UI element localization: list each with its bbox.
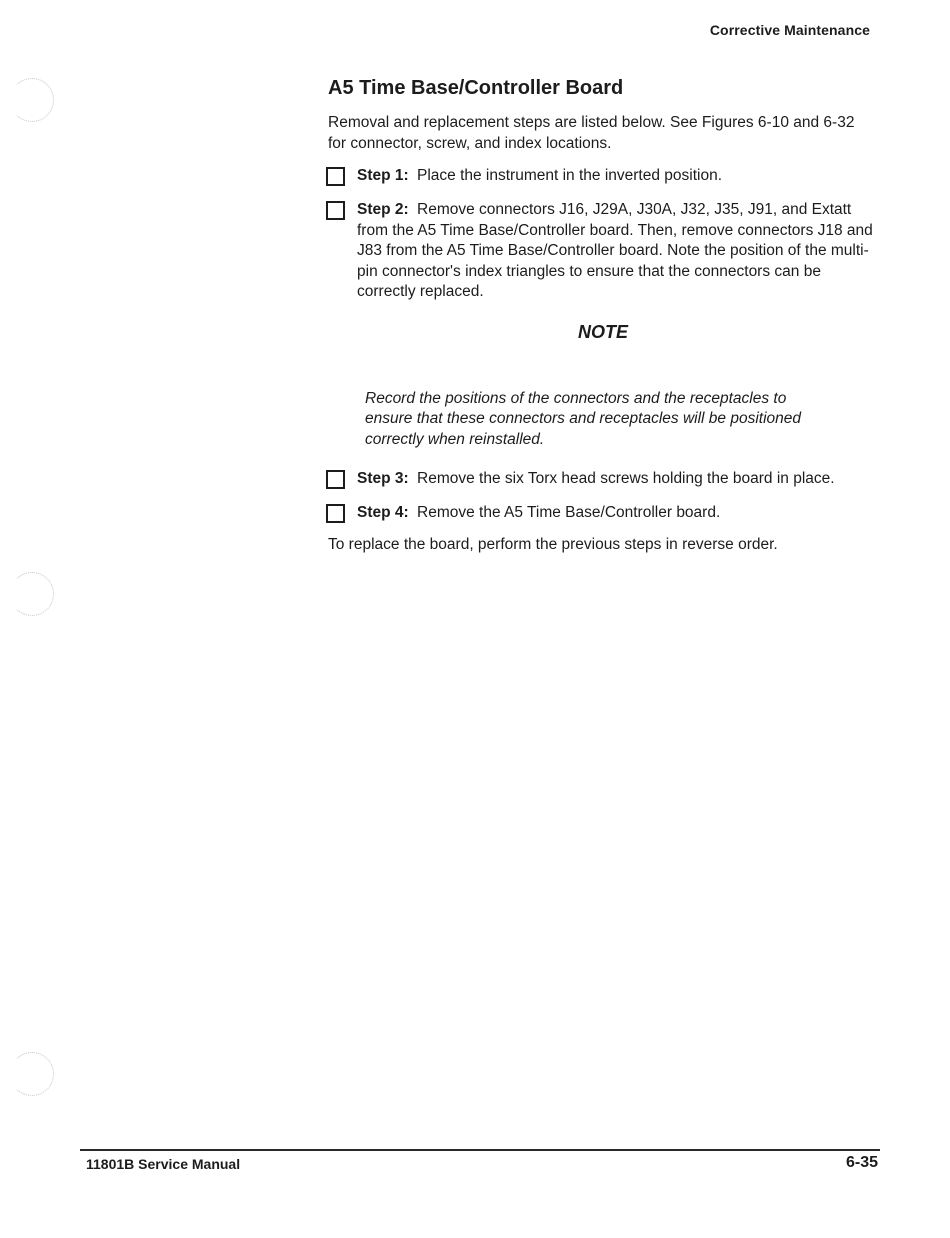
running-header: Corrective Maintenance [709,22,870,38]
step-1-label: Step 1: [357,167,409,184]
footer-manual-title: 11801B Service Manual [86,1156,241,1172]
intro-paragraph: Removal and replacement steps are listed below. See Figures 6-10 and 6-32 for connector, screw, and index locations. [328,114,855,152]
binder-hole-middle [10,572,54,616]
step-4-text: Remove the A5 Time Base/Controller board. [417,504,721,521]
step-3-checkbox[interactable] [326,470,345,489]
note-text: Record the positions of the connectors and the receptacles to ensure that these connectors and receptacles will be positioned correctly when reinstalled. [365,389,801,448]
step-3 [326,469,876,490]
step-4 [326,503,876,524]
footer-divider [80,1149,880,1151]
page-number: 6-35 [845,1154,878,1171]
section-title: A5 Time Base/Controller Board [328,77,624,99]
binder-hole-top [10,78,54,122]
step-3-label: Step 3: [357,470,409,487]
step-2 [326,200,876,303]
closing-paragraph: To replace the board, perform the previous steps in reverse order. [328,536,778,553]
binder-hole-bottom [10,1052,54,1096]
step-2-label: Step 2: [357,201,409,218]
note-heading: NOTE [578,322,629,342]
step-3-text: Remove the six Torx head screws holding the board in place. [417,470,835,487]
step-2-checkbox[interactable] [326,201,345,220]
step-4-checkbox[interactable] [326,504,345,523]
step-4-label: Step 4: [357,504,409,521]
step-1-checkbox[interactable] [326,167,345,186]
step-2-text: Remove connectors J16, J29A, J30A, J32, J35, J91, and Extatt from the A5 Time Base/Controller board. Then, remove connectors J18 and J83 from the A5 Time Base/Controller board. Note the position of the multi-pin connector's index triangles to ensure that the connectors can be correctly replaced. [357,201,873,300]
step-1-text: Place the instrument in the inverted position. [417,167,723,184]
step-1 [326,166,876,187]
